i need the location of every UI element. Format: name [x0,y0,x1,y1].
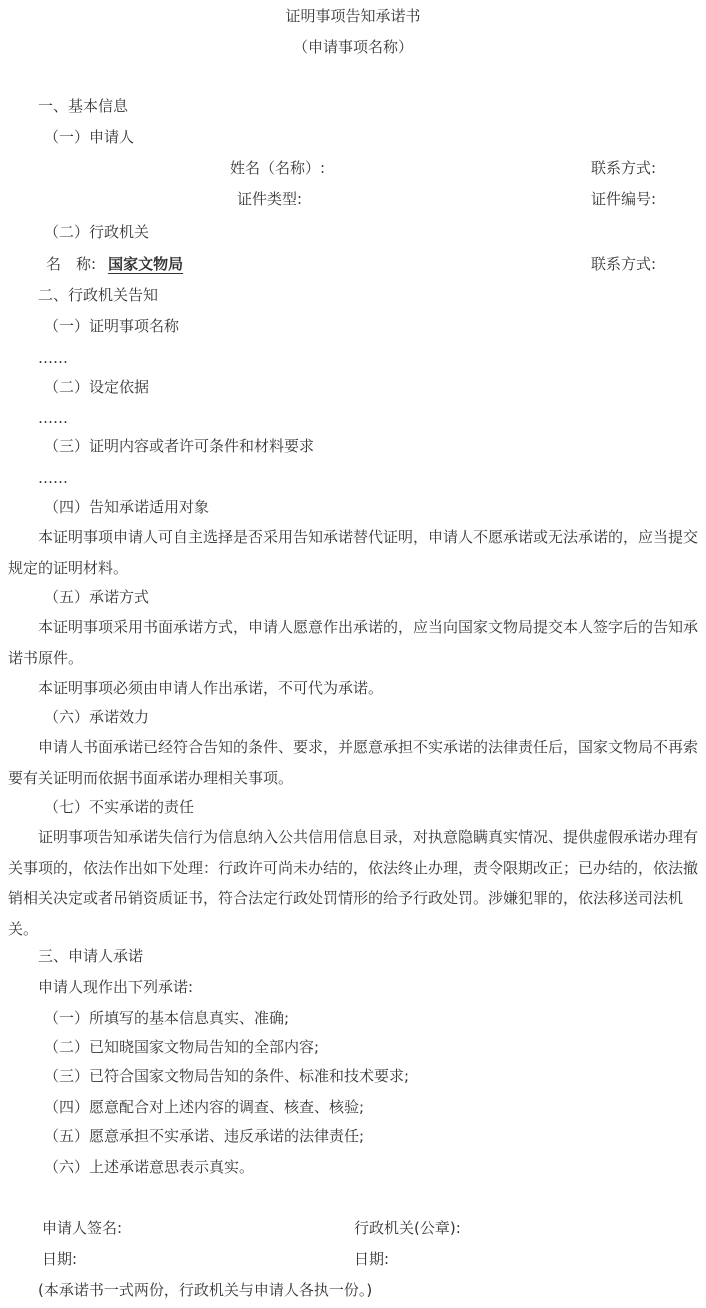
document-subtitle: （申请事项名称） [292,38,413,56]
section2-heading: 二、行政机关告知 [38,286,159,304]
commitment-item: （四）愿意配合对上述内容的调查、核查、核验; [44,1098,365,1116]
authority-seal-label: 行政机关(公章): [354,1219,461,1237]
copies-note: (本承诺书一式两份，行政机关与申请人各执一份。) [38,1281,373,1299]
authority-heading: （二）行政机关 [44,223,150,241]
section3-heading: 三、申请人承诺 [38,947,144,965]
applicant-date-label: 日期: [42,1250,78,1268]
item2-content: …… [38,409,68,427]
authority-name-value: 国家文物局 [108,255,184,273]
item6-heading: （六）承诺效力 [44,708,150,726]
commitment-item: （二）已知晓国家文物局告知的全部内容; [44,1038,320,1056]
section3-intro: 申请人现作出下列承诺: [38,978,194,996]
item3-content: …… [38,469,68,487]
authority-name-label: 名 称: [46,255,97,273]
item5-paragraph1: 本证明事项采用书面承诺方式，申请人愿意作出承诺的，应当向国家文物局提交本人签字后的告知承诺书原件。 [8,618,699,667]
item1-heading: （一）证明事项名称 [44,317,180,335]
commitment-item: （五）愿意承担不实承诺、违反承诺的法律责任; [44,1127,365,1145]
applicant-id-type-label: 证件类型: [237,190,303,208]
applicant-heading: （一）申请人 [44,128,135,146]
authority-name-row [46,254,205,274]
item4-paragraph: 本证明事项申请人可自主选择是否采用告知承诺替代证明，申请人不愿承诺或无法承诺的，应当提交规定的证明材料。 [8,528,699,577]
item3-heading: （三）证明内容或者许可条件和材料要求 [44,437,315,455]
item1-content: …… [38,349,68,367]
document-title: 证明事项告知承诺书 [285,7,421,25]
authority-contact-label: 联系方式: [591,255,657,273]
item7-paragraph: 证明事项告知承诺失信行为信息纳入公共信用信息目录，对执意隐瞒真实情况、提供虚假承诺办理有关事项的，依法作出如下处理：行政许可尚未办结的，依法终止办理，责令限期改正；已办结的，依法撤销相关决定或者吊销资质证书，符合法定行政处罚情形的给予行政处罚。涉嫌犯罪的，依法移送司法机关。 [8,828,699,938]
item5-heading: （五）承诺方式 [44,588,150,606]
applicant-id-number-label: 证件编号: [591,190,657,208]
commitment-item: （三）已符合国家文物局告知的条件、标准和技术要求; [44,1067,410,1085]
item6-paragraph: 申请人书面承诺已经符合告知的条件、要求，并愿意承担不实承诺的法律责任后，国家文物局不再索要有关证明而依据书面承诺办理相关事项。 [8,738,699,787]
item4-heading: （四）告知承诺适用对象 [44,498,210,516]
section1-heading: 一、基本信息 [38,97,129,115]
authority-date-label: 日期: [354,1250,390,1268]
item5-paragraph2: 本证明事项必须由申请人作出承诺，不可代为承诺。 [38,679,384,697]
item7-heading: （七）不实承诺的责任 [44,798,195,816]
commitment-item: （一）所填写的基本信息真实、准确; [44,1009,290,1027]
applicant-contact-label: 联系方式: [591,159,657,177]
applicant-name-label: 姓名（名称）: [230,159,326,177]
item2-heading: （二）设定依据 [44,378,150,396]
commitment-item: （六）上述承诺意思表示真实。 [44,1158,255,1176]
applicant-signature-label: 申请人签名: [42,1219,123,1237]
